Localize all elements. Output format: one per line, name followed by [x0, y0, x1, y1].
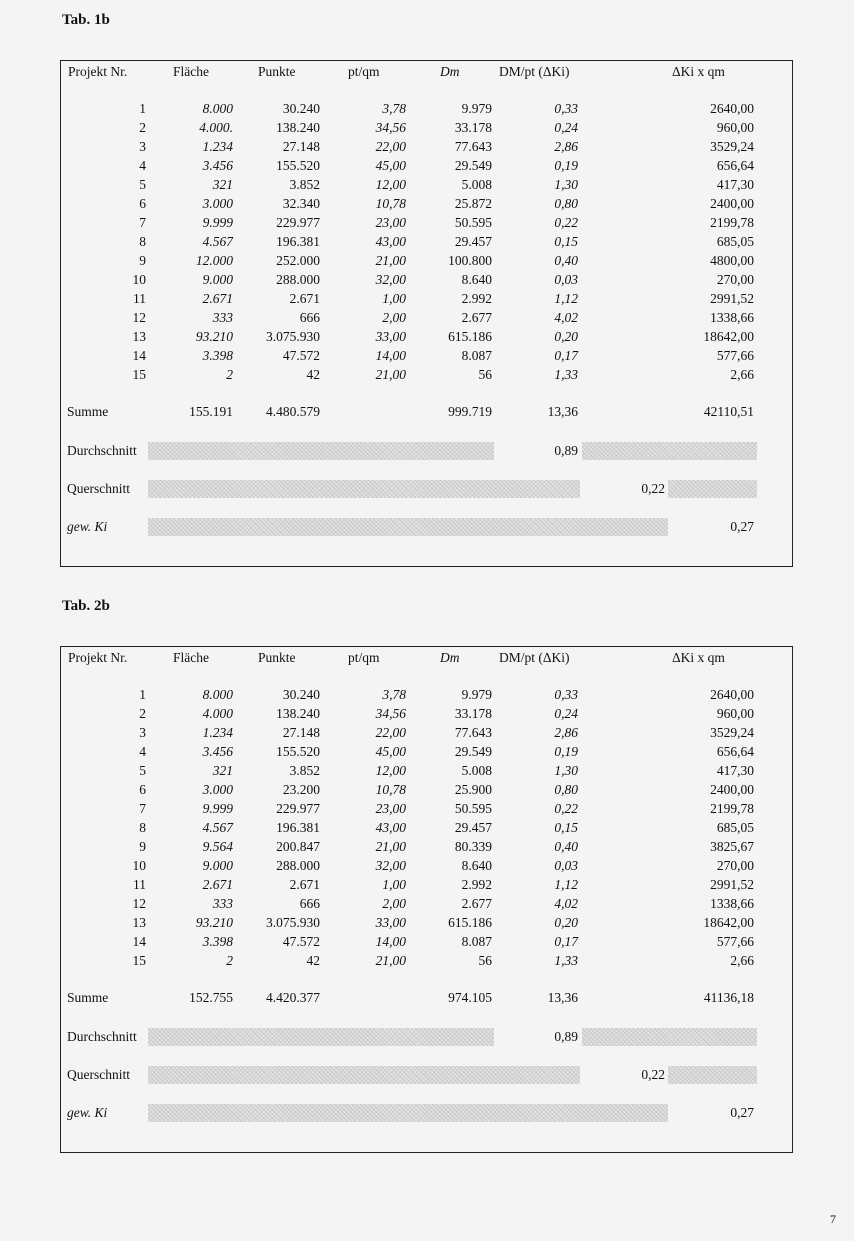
durchschnitt-value: 0,89 — [554, 443, 578, 458]
table-cell: 196.381 — [276, 820, 320, 835]
table-cell: 23,00 — [375, 215, 406, 230]
table-cell: 93.210 — [195, 329, 233, 344]
summe-punkte: 4.420.377 — [266, 990, 320, 1005]
table-cell: 34,56 — [375, 120, 406, 135]
table-cell: 33,00 — [375, 329, 406, 344]
table-cell: 0,19 — [554, 744, 578, 759]
table-cell: 2 — [226, 953, 233, 968]
table-cell: 12 — [132, 896, 146, 911]
table-cell: 15 — [132, 367, 146, 382]
table-cell: 666 — [299, 310, 320, 325]
table-cell: 12 — [132, 310, 146, 325]
table-cell: 270,00 — [716, 272, 754, 287]
table-cell: 2,66 — [730, 953, 754, 968]
table-cell: 8 — [139, 820, 146, 835]
table-cell: 47.572 — [282, 934, 320, 949]
table-cell: 30.240 — [282, 687, 320, 702]
table-cell: 9.999 — [202, 215, 233, 230]
table-cell: 21,00 — [375, 367, 406, 382]
table-cell: 6 — [139, 782, 146, 797]
table-cell: 288.000 — [276, 272, 320, 287]
table-cell: 155.520 — [276, 158, 320, 173]
table-cell: 0,22 — [554, 215, 578, 230]
table-cell: 6 — [139, 196, 146, 211]
table-cell: 3.398 — [202, 348, 233, 363]
table-cell: 9.000 — [202, 272, 233, 287]
table-cell: 1,00 — [382, 877, 406, 892]
table-cell: 0,33 — [554, 101, 578, 116]
table-cell: 5.008 — [461, 177, 492, 192]
table-cell: 960,00 — [716, 706, 754, 721]
table-cell: 333 — [212, 896, 233, 911]
table-title: Tab. 1b — [62, 12, 110, 28]
table-cell: 11 — [133, 877, 146, 892]
table-cell: 21,00 — [375, 253, 406, 268]
hatched-fill — [148, 1104, 668, 1122]
column-header-dmpt: DM/pt (ΔKi) — [499, 64, 570, 79]
table-cell: 45,00 — [375, 158, 406, 173]
table-cell: 3.852 — [289, 177, 320, 192]
table-cell: 25.900 — [454, 782, 492, 797]
table-cell: 7 — [139, 801, 146, 816]
summe-label: Summe — [67, 990, 109, 1005]
table-cell: 77.643 — [454, 725, 492, 740]
table-cell: 5.008 — [461, 763, 492, 778]
table-cell: 288.000 — [276, 858, 320, 873]
table-cell: 10 — [132, 858, 146, 873]
table-cell: 15 — [132, 953, 146, 968]
table-cell: 18642,00 — [703, 329, 754, 344]
table-cell: 9.979 — [461, 687, 492, 702]
table-cell: 615.186 — [448, 329, 492, 344]
table-cell: 4,02 — [554, 896, 578, 911]
table-cell: 2.671 — [289, 877, 320, 892]
table-cell: 56 — [478, 367, 492, 382]
gew-ki-label: gew. Ki — [67, 1105, 108, 1120]
table-cell: 2.992 — [461, 291, 492, 306]
table-cell: 9.000 — [202, 858, 233, 873]
table-cell: 1,30 — [554, 763, 578, 778]
page-number: 7 — [830, 1212, 836, 1226]
table-cell: 4.000. — [199, 120, 233, 135]
column-header-kiqm: ΔKi x qm — [672, 64, 725, 79]
summe-punkte: 4.480.579 — [266, 404, 320, 419]
table-cell: 3.852 — [289, 763, 320, 778]
table-cell: 34,56 — [375, 706, 406, 721]
hatched-fill — [148, 1066, 580, 1084]
table-cell: 196.381 — [276, 234, 320, 249]
table-cell: 3 — [139, 725, 146, 740]
table-cell: 0,22 — [554, 801, 578, 816]
table-cell: 1,33 — [554, 367, 578, 382]
table-cell: 42 — [306, 953, 320, 968]
table-cell: 0,20 — [554, 329, 578, 344]
table-cell: 12,00 — [375, 763, 406, 778]
table-cell: 2 — [139, 706, 146, 721]
table-cell: 0,40 — [554, 253, 578, 268]
table-cell: 577,66 — [716, 934, 754, 949]
table-cell: 8.087 — [461, 348, 492, 363]
table-cell: 2,00 — [382, 310, 406, 325]
querschnitt-label: Querschnitt — [67, 1067, 130, 1082]
durchschnitt-label: Durchschnitt — [67, 1029, 137, 1044]
column-header-ptqm: pt/qm — [348, 650, 380, 665]
table-cell: 2.677 — [461, 896, 492, 911]
column-header-punkte: Punkte — [258, 650, 296, 665]
table-cell: 3 — [139, 139, 146, 154]
table-cell: 32,00 — [375, 272, 406, 287]
table-cell: 138.240 — [276, 706, 320, 721]
table-cell: 29.549 — [454, 744, 492, 759]
table-cell: 229.977 — [276, 215, 320, 230]
table-cell: 8.000 — [202, 101, 233, 116]
durchschnitt-value: 0,89 — [554, 1029, 578, 1044]
hatched-fill — [668, 480, 757, 498]
table-cell: 7 — [139, 215, 146, 230]
table-cell: 1.234 — [202, 725, 233, 740]
table-cell: 1,33 — [554, 953, 578, 968]
table-cell: 23.200 — [282, 782, 320, 797]
table-cell: 21,00 — [375, 839, 406, 854]
table-cell: 2,00 — [382, 896, 406, 911]
summe-kiqm: 41136,18 — [703, 990, 754, 1005]
table-cell: 4 — [139, 744, 146, 759]
table-cell: 33.178 — [454, 120, 492, 135]
table-cell: 22,00 — [375, 139, 406, 154]
table-cell: 9 — [139, 253, 146, 268]
table-cell: 43,00 — [375, 234, 406, 249]
table-cell: 0,24 — [554, 120, 578, 135]
table-cell: 0,33 — [554, 687, 578, 702]
table-cell: 656,64 — [716, 744, 754, 759]
table-cell: 8.087 — [461, 934, 492, 949]
table-cell: 13 — [132, 329, 146, 344]
table-cell: 3.398 — [202, 934, 233, 949]
table-cell: 9.564 — [202, 839, 233, 854]
hatched-fill — [148, 480, 580, 498]
table-cell: 3.456 — [202, 744, 233, 759]
table-cell: 29.549 — [454, 158, 492, 173]
column-header-flaeche: Fläche — [173, 64, 209, 79]
table-cell: 2.671 — [289, 291, 320, 306]
table-cell: 321 — [212, 177, 233, 192]
table-cell: 2.677 — [461, 310, 492, 325]
durchschnitt-label: Durchschnitt — [67, 443, 137, 458]
hatched-fill — [582, 442, 757, 460]
table-cell: 2,86 — [554, 725, 578, 740]
table-cell: 4,02 — [554, 310, 578, 325]
table-cell: 10,78 — [375, 196, 406, 211]
table-cell: 27.148 — [282, 139, 320, 154]
table-cell: 45,00 — [375, 744, 406, 759]
table-cell: 2991,52 — [710, 877, 754, 892]
table-cell: 80.339 — [454, 839, 492, 854]
table-cell: 3.000 — [202, 782, 233, 797]
table-cell: 10,78 — [375, 782, 406, 797]
summe-dmpt: 13,36 — [547, 990, 578, 1005]
table-cell: 43,00 — [375, 820, 406, 835]
table-cell: 2 — [139, 120, 146, 135]
table-cell: 47.572 — [282, 348, 320, 363]
summe-flaeche: 152.755 — [189, 990, 233, 1005]
summe-dm: 999.719 — [448, 404, 492, 419]
table-cell: 2400,00 — [710, 782, 754, 797]
table-cell: 3.000 — [202, 196, 233, 211]
table-cell: 56 — [478, 953, 492, 968]
table-cell: 21,00 — [375, 953, 406, 968]
table-cell: 8.000 — [202, 687, 233, 702]
querschnitt-value: 0,22 — [641, 1067, 665, 1082]
table-cell: 1,30 — [554, 177, 578, 192]
table-cell: 3,78 — [382, 101, 406, 116]
table-cell: 27.148 — [282, 725, 320, 740]
table-cell: 0,40 — [554, 839, 578, 854]
table-cell: 2640,00 — [710, 101, 754, 116]
table-cell: 0,17 — [554, 348, 578, 363]
table-cell: 14,00 — [375, 934, 406, 949]
table-cell: 229.977 — [276, 801, 320, 816]
table-cell: 615.186 — [448, 915, 492, 930]
column-header-dm: Dm — [440, 650, 460, 665]
summe-kiqm: 42110,51 — [703, 404, 754, 419]
table-cell: 30.240 — [282, 101, 320, 116]
table-cell: 33.178 — [454, 706, 492, 721]
table-cell: 4800,00 — [710, 253, 754, 268]
table-cell: 0,80 — [554, 196, 578, 211]
table-cell: 3.075.930 — [266, 329, 320, 344]
table-cell: 18642,00 — [703, 915, 754, 930]
table-cell: 960,00 — [716, 120, 754, 135]
table-cell: 9 — [139, 839, 146, 854]
table-cell: 25.872 — [454, 196, 492, 211]
querschnitt-label: Querschnitt — [67, 481, 130, 496]
table-cell: 1 — [139, 687, 146, 702]
table-cell: 666 — [299, 896, 320, 911]
table-cell: 4.567 — [202, 820, 233, 835]
table-cell: 0,15 — [554, 234, 578, 249]
table-cell: 138.240 — [276, 120, 320, 135]
table-cell: 2.671 — [202, 877, 233, 892]
table-cell: 3529,24 — [710, 725, 754, 740]
column-header-dm: Dm — [440, 64, 460, 79]
table-title: Tab. 2b — [62, 598, 110, 614]
table-cell: 656,64 — [716, 158, 754, 173]
table-cell: 1.234 — [202, 139, 233, 154]
summe-flaeche: 155.191 — [189, 404, 233, 419]
table-cell: 3825,67 — [710, 839, 754, 854]
table-cell: 417,30 — [716, 177, 754, 192]
table-cell: 4 — [139, 158, 146, 173]
table-cell: 200.847 — [276, 839, 320, 854]
table-cell: 14 — [132, 934, 146, 949]
column-header-projekt: Projekt Nr. — [68, 650, 128, 665]
summe-label: Summe — [67, 404, 109, 419]
table-cell: 5 — [139, 763, 146, 778]
table-cell: 77.643 — [454, 139, 492, 154]
table-cell: 0,17 — [554, 934, 578, 949]
table-cell: 4.567 — [202, 234, 233, 249]
table-cell: 100.800 — [448, 253, 492, 268]
hatched-fill — [668, 1066, 757, 1084]
summe-dmpt: 13,36 — [547, 404, 578, 419]
table-cell: 2.671 — [202, 291, 233, 306]
table-cell: 8.640 — [461, 858, 492, 873]
table-cell: 8 — [139, 234, 146, 249]
summe-dm: 974.105 — [448, 990, 492, 1005]
column-header-punkte: Punkte — [258, 64, 296, 79]
table-cell: 12,00 — [375, 177, 406, 192]
column-header-ptqm: pt/qm — [348, 64, 380, 79]
table-cell: 0,03 — [554, 272, 578, 287]
table-cell: 14,00 — [375, 348, 406, 363]
table-cell: 0,80 — [554, 782, 578, 797]
table-cell: 1,12 — [554, 291, 578, 306]
table-cell: 2640,00 — [710, 687, 754, 702]
table-cell: 0,24 — [554, 706, 578, 721]
table-cell: 22,00 — [375, 725, 406, 740]
gew-ki-value: 0,27 — [730, 1105, 754, 1120]
table-cell: 50.595 — [454, 215, 492, 230]
table-cell: 417,30 — [716, 763, 754, 778]
column-header-dmpt: DM/pt (ΔKi) — [499, 650, 570, 665]
table-cell: 3.075.930 — [266, 915, 320, 930]
table-cell: 23,00 — [375, 801, 406, 816]
table-cell: 0,20 — [554, 915, 578, 930]
table-cell: 270,00 — [716, 858, 754, 873]
hatched-fill — [148, 442, 494, 460]
table-cell: 0,03 — [554, 858, 578, 873]
table-cell: 8.640 — [461, 272, 492, 287]
table-cell: 685,05 — [716, 234, 754, 249]
table-cell: 32.340 — [282, 196, 320, 211]
table-cell: 5 — [139, 177, 146, 192]
table-cell: 155.520 — [276, 744, 320, 759]
hatched-fill — [148, 1028, 494, 1046]
table-cell: 2991,52 — [710, 291, 754, 306]
table-cell: 32,00 — [375, 858, 406, 873]
table-cell: 577,66 — [716, 348, 754, 363]
column-header-flaeche: Fläche — [173, 650, 209, 665]
table-cell: 3.456 — [202, 158, 233, 173]
table-cell: 29.457 — [454, 234, 492, 249]
table-cell: 42 — [306, 367, 320, 382]
table-cell: 50.595 — [454, 801, 492, 816]
table-cell: 1338,66 — [710, 310, 754, 325]
table-cell: 2,66 — [730, 367, 754, 382]
table-cell: 2.992 — [461, 877, 492, 892]
table-cell: 14 — [132, 348, 146, 363]
table-cell: 29.457 — [454, 820, 492, 835]
column-header-projekt: Projekt Nr. — [68, 64, 128, 79]
table-cell: 321 — [212, 763, 233, 778]
table-cell: 10 — [132, 272, 146, 287]
table-cell: 2199,78 — [710, 215, 754, 230]
table-cell: 11 — [133, 291, 146, 306]
table-cell: 252.000 — [276, 253, 320, 268]
hatched-fill — [148, 518, 668, 536]
table-cell: 33,00 — [375, 915, 406, 930]
table-cell: 1338,66 — [710, 896, 754, 911]
table-cell: 12.000 — [195, 253, 233, 268]
table-cell: 1 — [139, 101, 146, 116]
table-cell: 9.999 — [202, 801, 233, 816]
table-cell: 2400,00 — [710, 196, 754, 211]
table-cell: 13 — [132, 915, 146, 930]
table-cell: 2,86 — [554, 139, 578, 154]
querschnitt-value: 0,22 — [641, 481, 665, 496]
table-cell: 0,15 — [554, 820, 578, 835]
table-cell: 685,05 — [716, 820, 754, 835]
table-cell: 333 — [212, 310, 233, 325]
table-cell: 1,12 — [554, 877, 578, 892]
table-cell: 3,78 — [382, 687, 406, 702]
gew-ki-label: gew. Ki — [67, 519, 108, 534]
table-cell: 93.210 — [195, 915, 233, 930]
table-cell: 9.979 — [461, 101, 492, 116]
gew-ki-value: 0,27 — [730, 519, 754, 534]
table-cell: 1,00 — [382, 291, 406, 306]
hatched-fill — [582, 1028, 757, 1046]
table-cell: 3529,24 — [710, 139, 754, 154]
table-cell: 4.000 — [202, 706, 233, 721]
table-cell: 2199,78 — [710, 801, 754, 816]
table-cell: 0,19 — [554, 158, 578, 173]
column-header-kiqm: ΔKi x qm — [672, 650, 725, 665]
table-cell: 2 — [226, 367, 233, 382]
